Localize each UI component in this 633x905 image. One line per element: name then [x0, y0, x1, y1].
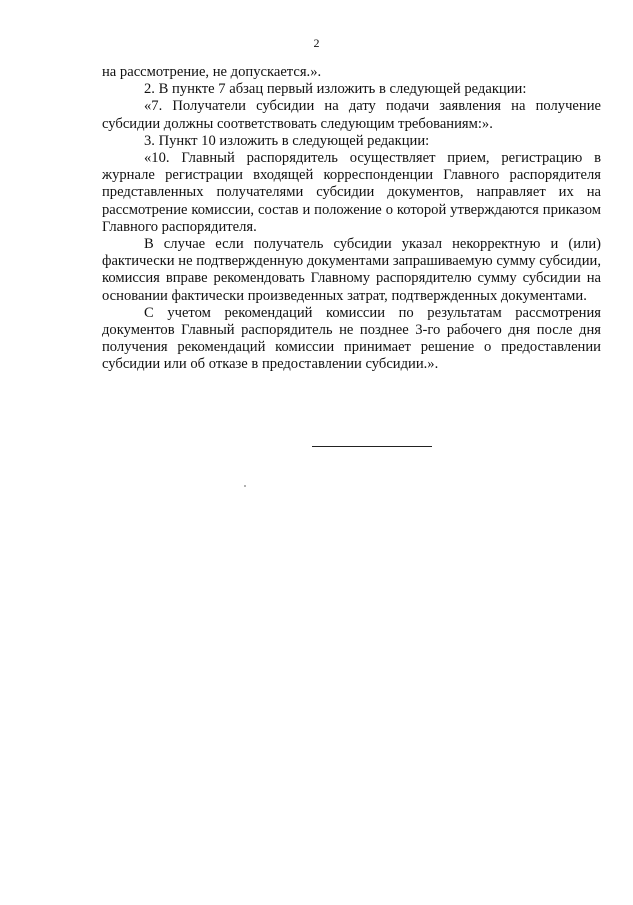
- paragraph-commission-decision: С учетом рекомендаций комиссии по результатам рассмотрения документов Главный распорядитель не позднее 3-го рабочего дня после дня получения рекомендаций комиссии принимает решение о предоставлении субсидии или об отказе в предоставлении субсидии.».: [102, 304, 601, 373]
- paragraph-incorrect-amount: В случае если получатель субсидии указал некорректную и (или) фактически не подтвержденную документами запрашиваемую сумму субсидии, комиссия вправе рекомендовать Главному распорядителю сумму субсидии на основании фактически произведенных затрат, подтвержденных документами.: [102, 236, 601, 304]
- page-number: 2: [313, 36, 320, 50]
- paragraph-item-3: 3. Пункт 10 изложить в следующей редакции:: [144, 132, 430, 149]
- paragraph-continuation: на рассмотрение, не допускается.».: [102, 64, 322, 80]
- document-body: [102, 64, 601, 374]
- end-divider-line: [312, 446, 432, 447]
- paragraph-item-2: 2. В пункте 7 абзац первый изложить в следующей редакции:: [144, 81, 527, 98]
- paragraph-quote-7: «7. Получатели субсидии на дату подачи заявления на получение субсидии должны соответствовать следующим требованиям:».: [102, 98, 601, 132]
- paragraph-quote-10: «10. Главный распорядитель осуществляет прием, регистрацию в журнале регистрации входящей корреспонденции Главного распорядителя представленных получателями субсидии документов, направляет их на рассмотрение комиссии, состав и положение о которой утверждаются приказом Главного распорядителя.: [102, 150, 601, 235]
- scan-speck: [244, 485, 246, 487]
